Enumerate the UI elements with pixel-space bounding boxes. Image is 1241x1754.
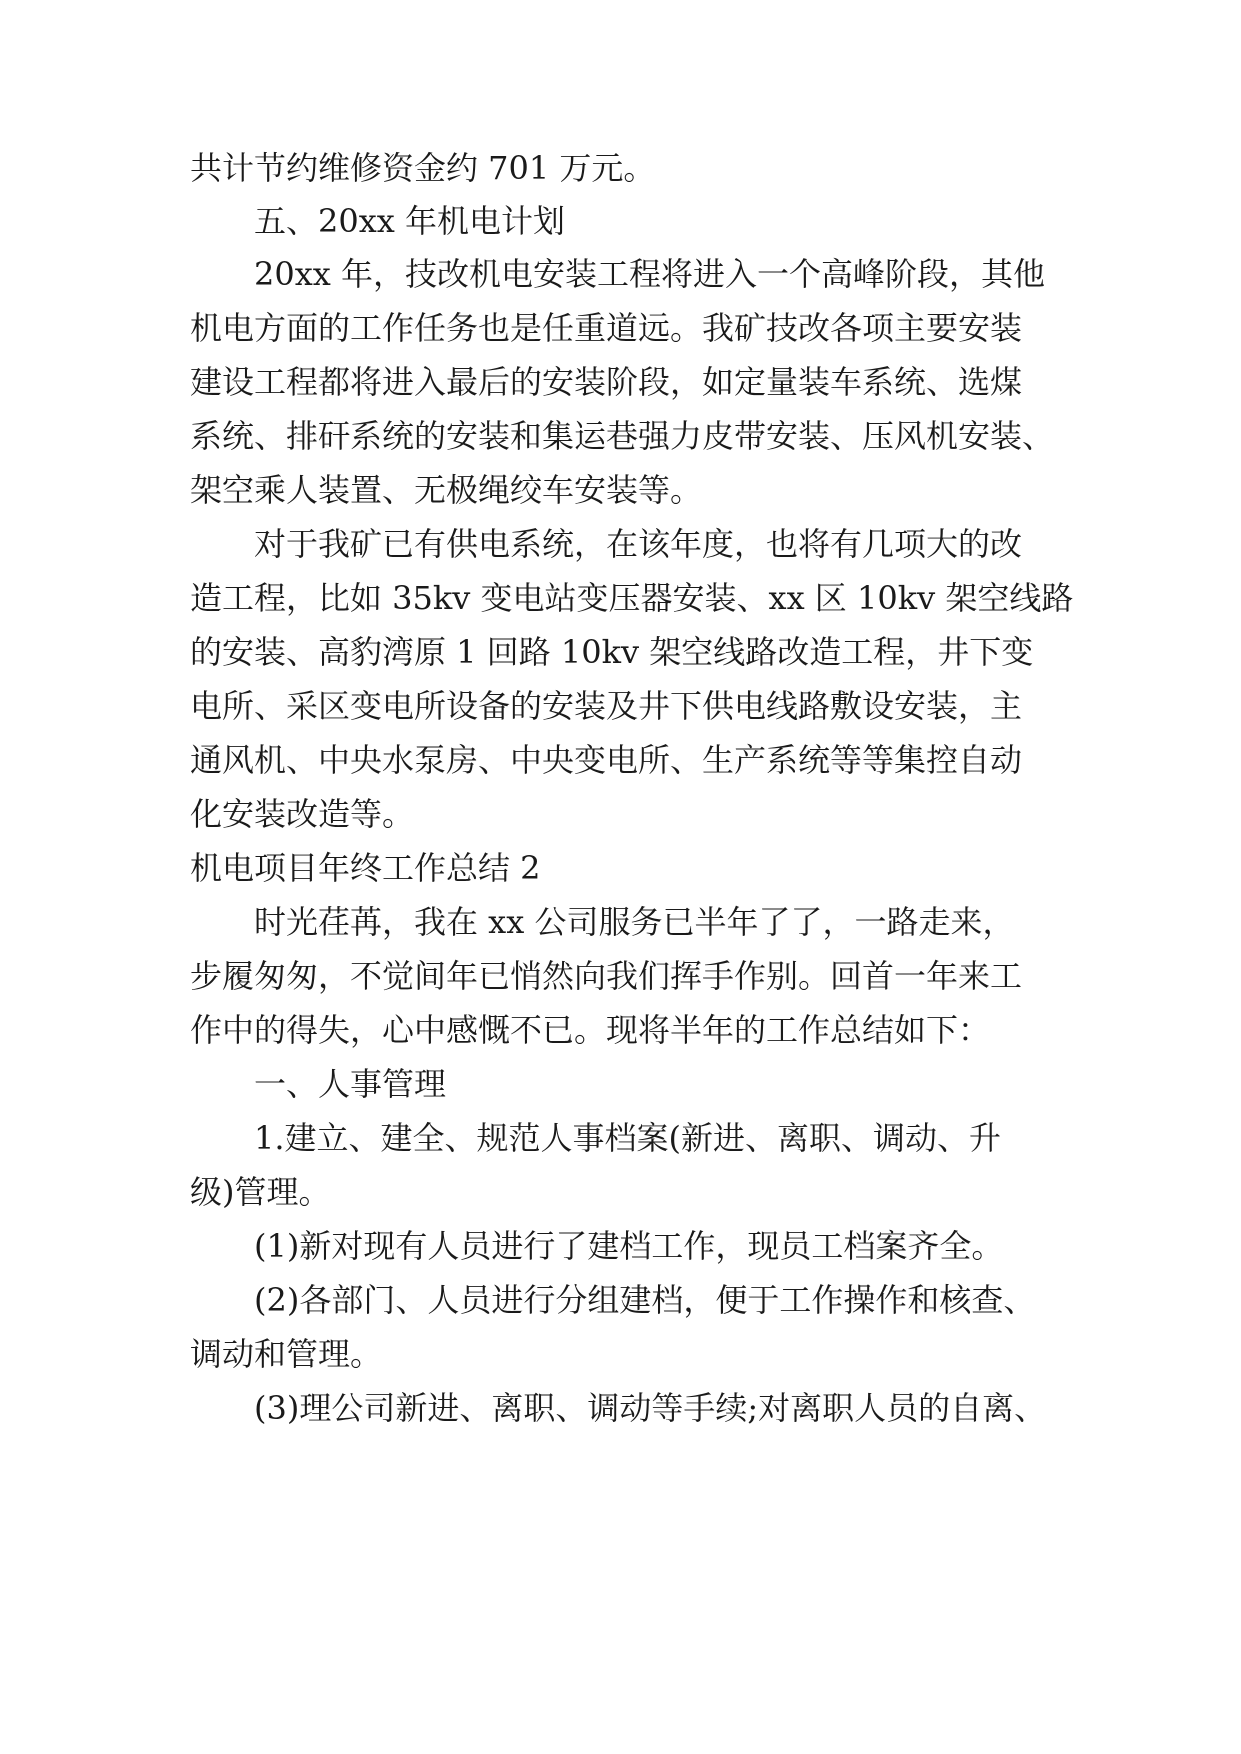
body-line: 时光荏苒，我在 xx 公司服务已半年了了，一路走来， — [254, 903, 1015, 941]
body-line: 造工程，比如 35kv 变电站变压器安装、xx 区 10kv 架空线路 — [190, 579, 1074, 617]
body-line: (1)新对现有人员进行了建档工作，现员工档案齐全。 — [254, 1227, 1004, 1265]
body-line: 作中的得失，心中感慨不已。现将半年的工作总结如下： — [190, 1011, 991, 1049]
document-title: 机电项目年终工作总结 2 — [190, 849, 541, 887]
section-heading: 五、20xx 年机电计划 — [254, 202, 565, 240]
body-line: 共计节约维修资金约 701 万元。 — [190, 149, 656, 187]
body-line: 对于我矿已有供电系统，在该年度，也将有几项大的改 — [254, 525, 1023, 563]
section-heading: 一、人事管理 — [254, 1065, 447, 1103]
body-line: (3)理公司新进、离职、调动等手续;对离职人员的自离、 — [254, 1389, 1047, 1427]
body-line: 1.建立、建全、规范人事档案(新进、离职、调动、升 — [254, 1119, 1002, 1157]
body-line: 级)管理。 — [190, 1173, 331, 1211]
body-line: 架空乘人装置、无极绳绞车安装等。 — [190, 471, 703, 509]
body-line: 20xx 年，技改机电安装工程将进入一个高峰阶段，其他 — [254, 255, 1045, 293]
body-line: 通风机、中央水泵房、中央变电所、生产系统等等集控自动 — [190, 741, 1023, 779]
body-line: 建设工程都将进入最后的安装阶段，如定量装车系统、选煤 — [190, 363, 1023, 401]
body-line: 化安装改造等。 — [190, 795, 415, 833]
body-line: 步履匆匆，不觉间年已悄然向我们挥手作别。回首一年来工 — [190, 957, 1023, 995]
body-line: 调动和管理。 — [190, 1335, 383, 1373]
body-line: (2)各部门、人员进行分组建档，便于工作操作和核查、 — [254, 1281, 1036, 1319]
body-line: 电所、采区变电所设备的安装及井下供电线路敷设安装，主 — [190, 687, 1023, 725]
body-line: 系统、排矸系统的安装和集运巷强力皮带安装、压风机安装、 — [190, 417, 1055, 455]
body-line: 机电方面的工作任务也是任重道远。我矿技改各项主要安装 — [190, 309, 1023, 347]
body-line: 的安装、高豹湾原 1 回路 10kv 架空线路改造工程，井下变 — [190, 633, 1034, 671]
